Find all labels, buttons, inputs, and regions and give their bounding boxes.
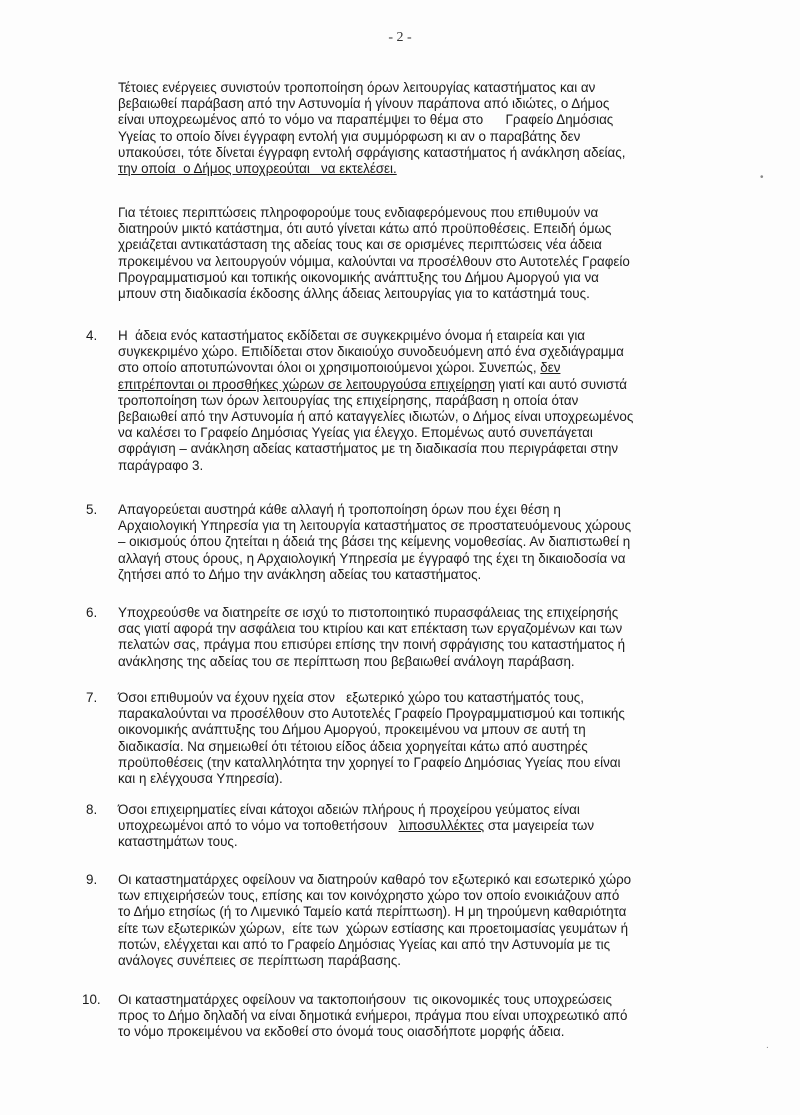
text-line: Οι καταστηματάρχες οφείλουν να διατηρούν καθαρό τον εξωτερικό και εσωτερικό χώρο	[118, 872, 632, 887]
text-line: Υποχρεούσθε να διατηρείτε σε ισχύ το πιστοποιητικό πυρασφάλειας της επιχείρησής	[118, 605, 619, 620]
text-line: σας γιατί αφορά την ασφάλεια του κτιρίου και κατ επέκταση των εργαζομένων και των	[118, 621, 623, 637]
list-item-7	[86, 690, 763, 787]
text-line: προς το Δήμο δηλαδή να είναι δημοτικά ενήμεροι, πράγμα που είναι υποχρεωτικό από	[118, 1008, 628, 1024]
text-line: μπουν στη διαδικασία έκδοσης άλλης άδειας λειτουργίας για το κατάστημά τους.	[118, 286, 590, 302]
text-line: είτε των εξωτερικών χώρων, είτε των χώρων εστίασης και προετοιμασίας γευμάτων ή	[118, 920, 629, 936]
intro-paragraph-2	[118, 205, 763, 302]
text-line: ανάλογες συνέπειες σε περίπτωση παράβασης.	[118, 953, 401, 969]
scan-mark: •	[760, 172, 764, 183]
text-line: υπακούσει, τότε δίνεται έγγραφη εντολή σφράγισης καταστήματος ή ανάκληση αδείας,	[118, 144, 626, 160]
text-line: Τέτοιες ενέργειες συνιστούν τροποποίηση όρων λειτουργίας καταστήματος και αν	[118, 80, 596, 95]
text-line: υποχρεωμένοι από το νόμο να τοποθετήσουν λιποσυλλέκτες στα μαγειρεία των	[118, 818, 595, 834]
item-number: 6.	[86, 605, 98, 620]
text-line: Υγείας το οποίο δίνει έγγραφη εντολή για συμμόρφωση κι αν ο παραβάτης δεν	[118, 128, 581, 144]
text-line: Η άδεια ενός καταστήματος εκδίδεται σε συγκεκριμένο όνομα ή εταιρεία και για	[118, 328, 586, 343]
underlined-text: επιτρέπονται οι προσθήκες χώρων σε λειτουργούσα επιχείρηση	[118, 376, 496, 392]
item-number: 10.	[82, 992, 101, 1007]
item-number: 4.	[86, 328, 98, 343]
text-line: διατηρούν μικτό κατάστημα, ότι αυτό γίνεται κάτω από προϋποθέσεις. Επειδή όμως	[118, 221, 612, 237]
list-item-8	[86, 802, 763, 851]
item-number: 9.	[86, 872, 98, 887]
text-line: προϋποθέσεις (την καταλληλότητα την χορηγεί το Γραφείο Δημόσιας Υγείας που είναι	[118, 754, 621, 770]
text-line: προκειμένου να λειτουργούν νόμιμα, καλούνται να προσέλθουν στο Αυτοτελές Γραφείο	[118, 253, 630, 269]
text-line: το νόμο προκειμένου να εκδοθεί στο όνομά τους οιασδήποτε μορφής άδεια.	[118, 1024, 565, 1040]
text-line: Για τέτοιες περιπτώσεις πληροφορούμε τους ενδιαφερόμενους που επιθυμούν να	[118, 205, 599, 220]
text-line: βεβαιωθεί από την Αστυνομία ή από καταγγελίες ιδιωτών, ο Δήμος είναι υποχρεωμένος	[118, 409, 634, 425]
text-line: Απαγορεύεται αυστηρά κάθε αλλαγή ή τροποποίηση όρων που έχει θέση η	[118, 502, 561, 517]
text-line: συγκεκριμένο χώρο. Επιδίδεται στον δικαιούχο συνοδευόμενη από ένα σχεδιάγραμμα	[118, 344, 624, 360]
text-line: το Δήμο ετησίως (ή το Λιμενικό Ταμείο κατά περίπτωση). Η μη τηρούμενη καθαριότητα	[118, 904, 627, 920]
text-line: των επιχειρήσεών τους, επίσης και τον κοινόχρηστο χώρο τον οποίο ενοικιάζουν από	[118, 888, 620, 904]
text-line: ζητήσει από το Δήμο την ανάκληση αδείας του καταστήματος.	[118, 566, 482, 582]
page-number: - 2 -	[388, 30, 412, 45]
item-number: 5.	[86, 502, 98, 517]
text-line: Όσοι επιχειρηματίες είναι κάτοχοι αδειών πλήρους ή προχείρου γεύματος είναι	[118, 802, 580, 817]
text-line: βεβαιωθεί παράβαση από την Αστυνομία ή γίνουν παράπονα από ιδιώτες, ο Δήμος	[118, 96, 610, 112]
text-line: Όσοι επιθυμούν να έχουν ηχεία στον εξωτερικό χώρο του καταστήματός τους,	[118, 690, 584, 705]
text-line: διαδικασία. Να σημειωθεί ότι τέτοιου είδος άδεια χορηγείται κάτω από αυστηρές	[118, 738, 588, 754]
text-line: να καλέσει το Γραφείο Δημόσιας Υγείας για έλεγχο. Επομένως αυτό συνεπάγεται	[118, 425, 593, 441]
list-item-5	[86, 502, 763, 583]
text-line: – οικισμούς όπου ζητείται η άδειά της βάσει της κείμενης νομοθεσίας. Αν διαπιστωθεί η	[118, 534, 631, 550]
text-line: οικονομικής ανάπτυξης του Δήμου Αμοργού, προκειμένου να μπουν σε αυτή τη	[118, 722, 586, 738]
text-line: πελατών σας, πράγμα που επισύρει επίσης την ποινή σφράγισης του καταστήματος ή	[118, 637, 626, 653]
text-line: Αρχαιολογική Υπηρεσία για τη λειτουργία καταστήματος σε προστατευόμενους χώρους	[118, 518, 632, 534]
list-item-10	[82, 992, 763, 1041]
scan-mark: .	[766, 1040, 769, 1051]
intro-paragraph-1	[118, 80, 763, 177]
text-line: και η ελέγχουσα Υπηρεσία).	[118, 771, 283, 787]
text-line: παρακαλούνται να προσέλθουν στο Αυτοτελές Γραφείο Προγραμματισμού και τοπικής	[118, 706, 625, 722]
list-item-9	[86, 872, 763, 969]
underlined-text: δεν	[540, 360, 561, 376]
text-line: επιτρέπονται οι προσθήκες χώρων σε λειτουργούσα επιχείρηση γιατί και αυτό συνιστά	[118, 376, 628, 392]
text-line: αλλαγή στους όρους, η Αρχαιολογική Υπηρεσία με έγγραφό της έχει τη δικαιοδοσία να	[118, 550, 626, 566]
list-item-6	[86, 605, 763, 670]
text-line: ποτών, ελέγχεται και από το Γραφείο Δημόσιας Υγείας και από την Αστυνομία με τις	[118, 936, 611, 952]
text-line: είναι υποχρεωμένος από το νόμο να παραπέμψει το θέμα στο Γραφείο Δημόσιας	[118, 112, 614, 128]
text-line: σφράγιση – ανάκληση αδείας καταστήματος με τη διαδικασία που περιγράφεται στην	[118, 441, 619, 457]
text-line: καταστημάτων τους.	[118, 834, 238, 850]
text-line: χρειάζεται αντικατάσταση της αδείας τους και σε ορισμένες περιπτώσεις νέα άδεια	[118, 237, 602, 253]
underlined-text: λιποσυλλέκτες	[398, 818, 485, 834]
text-line: ανάκλησης της αδείας του σε περίπτωση που βεβαιωθεί ανάλογη παράβαση.	[118, 653, 575, 669]
text-line: στο οποίο αποτυπώνονται όλοι οι χρησιμοποιούμενοι χώροι. Συνεπώς, δεν	[118, 360, 561, 376]
item-number: 8.	[86, 802, 98, 817]
item-number: 7.	[86, 690, 98, 705]
text-line: παράγραφο 3.	[118, 457, 204, 473]
text-line: τροποποίηση των όρων λειτουργίας της επιχείρησης, παράβαση η οποία όταν	[118, 392, 579, 408]
underlined-text-line: την οποία ο Δήμος υποχρεούται να εκτελέσει.	[118, 161, 397, 177]
text-line: Οι καταστηματάρχες οφείλουν να τακτοποιήσουν τις οικονομικές τους υποχρεώσεις	[118, 992, 612, 1007]
text-line: Προγραμματισμού και τοπικής οικονομικής ανάπτυξης του Δήμου Αμοργού για να	[118, 269, 599, 285]
list-item-4	[86, 328, 763, 474]
